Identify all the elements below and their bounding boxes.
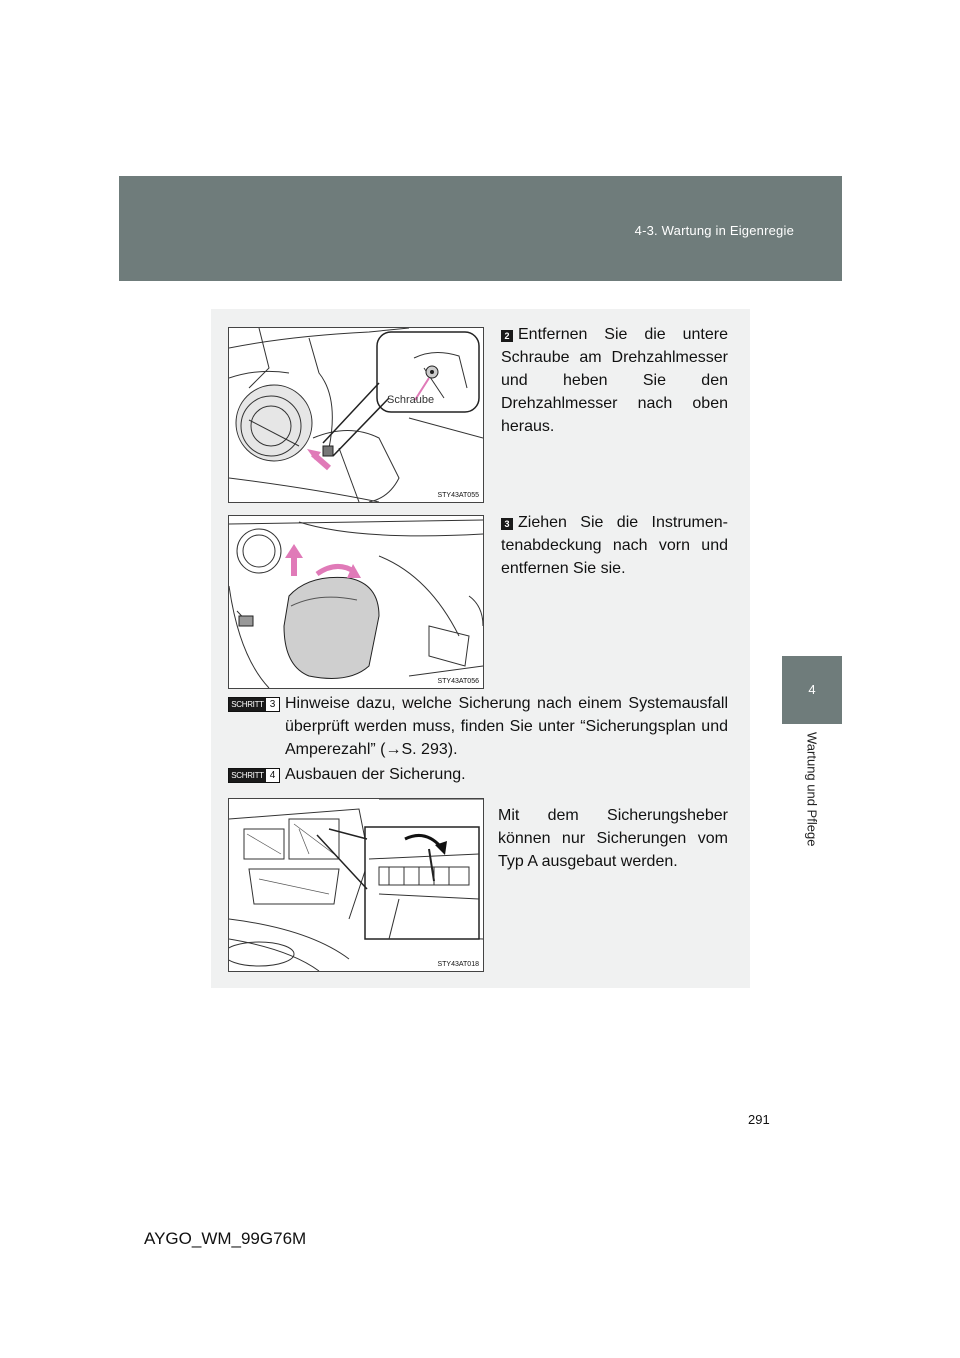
header-band [119, 176, 842, 281]
chapter-tab [782, 656, 842, 724]
figure-id: STY43AT055 [437, 492, 479, 499]
instrument-cover-illustration [229, 516, 483, 688]
figure-tachometer-screw [228, 327, 484, 503]
schritt-label: SCHRITT [229, 769, 266, 782]
schritt-badge [228, 768, 280, 783]
engine-fuse-illustration [229, 799, 483, 971]
schritt-label: SCHRITT [229, 698, 266, 711]
screw-callout: Schraube [387, 394, 435, 406]
schritt-3-text: Hinweise dazu, welche Sicherung nach einem Systemausfall überprüft werden muss, finden Sie unter “Sicherungsplan und Amperezahl” (→S. 293). [285, 695, 728, 758]
schritt-number: 4 [266, 769, 279, 782]
page-number: 291 [748, 1112, 770, 1127]
step-2-text: Entfernen Sie die untere Schraube am Drehzahlmesser und heben Sie den Drehzahlmesser nach oben heraus. [501, 326, 728, 435]
section-title: 4-3. Wartung in Eigenregie [634, 223, 794, 238]
fuse-puller-note: Mit dem Sicherungsheber können nur Sicherungen vom Typ A ausgebaut werden. [498, 807, 728, 870]
document-code: AYGO_WM_99G76M [144, 1229, 307, 1248]
step-3-text: Ziehen Sie die Instrumentenabdeckung nach vorn und entfernen Sie sie. [501, 514, 728, 577]
chapter-label: Wartung und Pflege [804, 732, 820, 847]
schritt-4-text: Ausbauen der Sicherung. [285, 766, 466, 783]
figure-id: STY43AT018 [437, 961, 479, 968]
schritt-number: 3 [266, 698, 279, 711]
step-number-badge: 3 [501, 518, 513, 530]
chapter-number: 4 [808, 682, 816, 697]
chapter-label-container [782, 724, 842, 884]
content-box [211, 309, 750, 988]
figure-fuse-removal [228, 798, 484, 972]
figure-instrument-cover [228, 515, 484, 689]
tachometer-illustration [229, 328, 483, 502]
schritt-badge [228, 697, 280, 712]
step-number-badge: 2 [501, 330, 513, 342]
figure-id: STY43AT056 [437, 678, 479, 685]
